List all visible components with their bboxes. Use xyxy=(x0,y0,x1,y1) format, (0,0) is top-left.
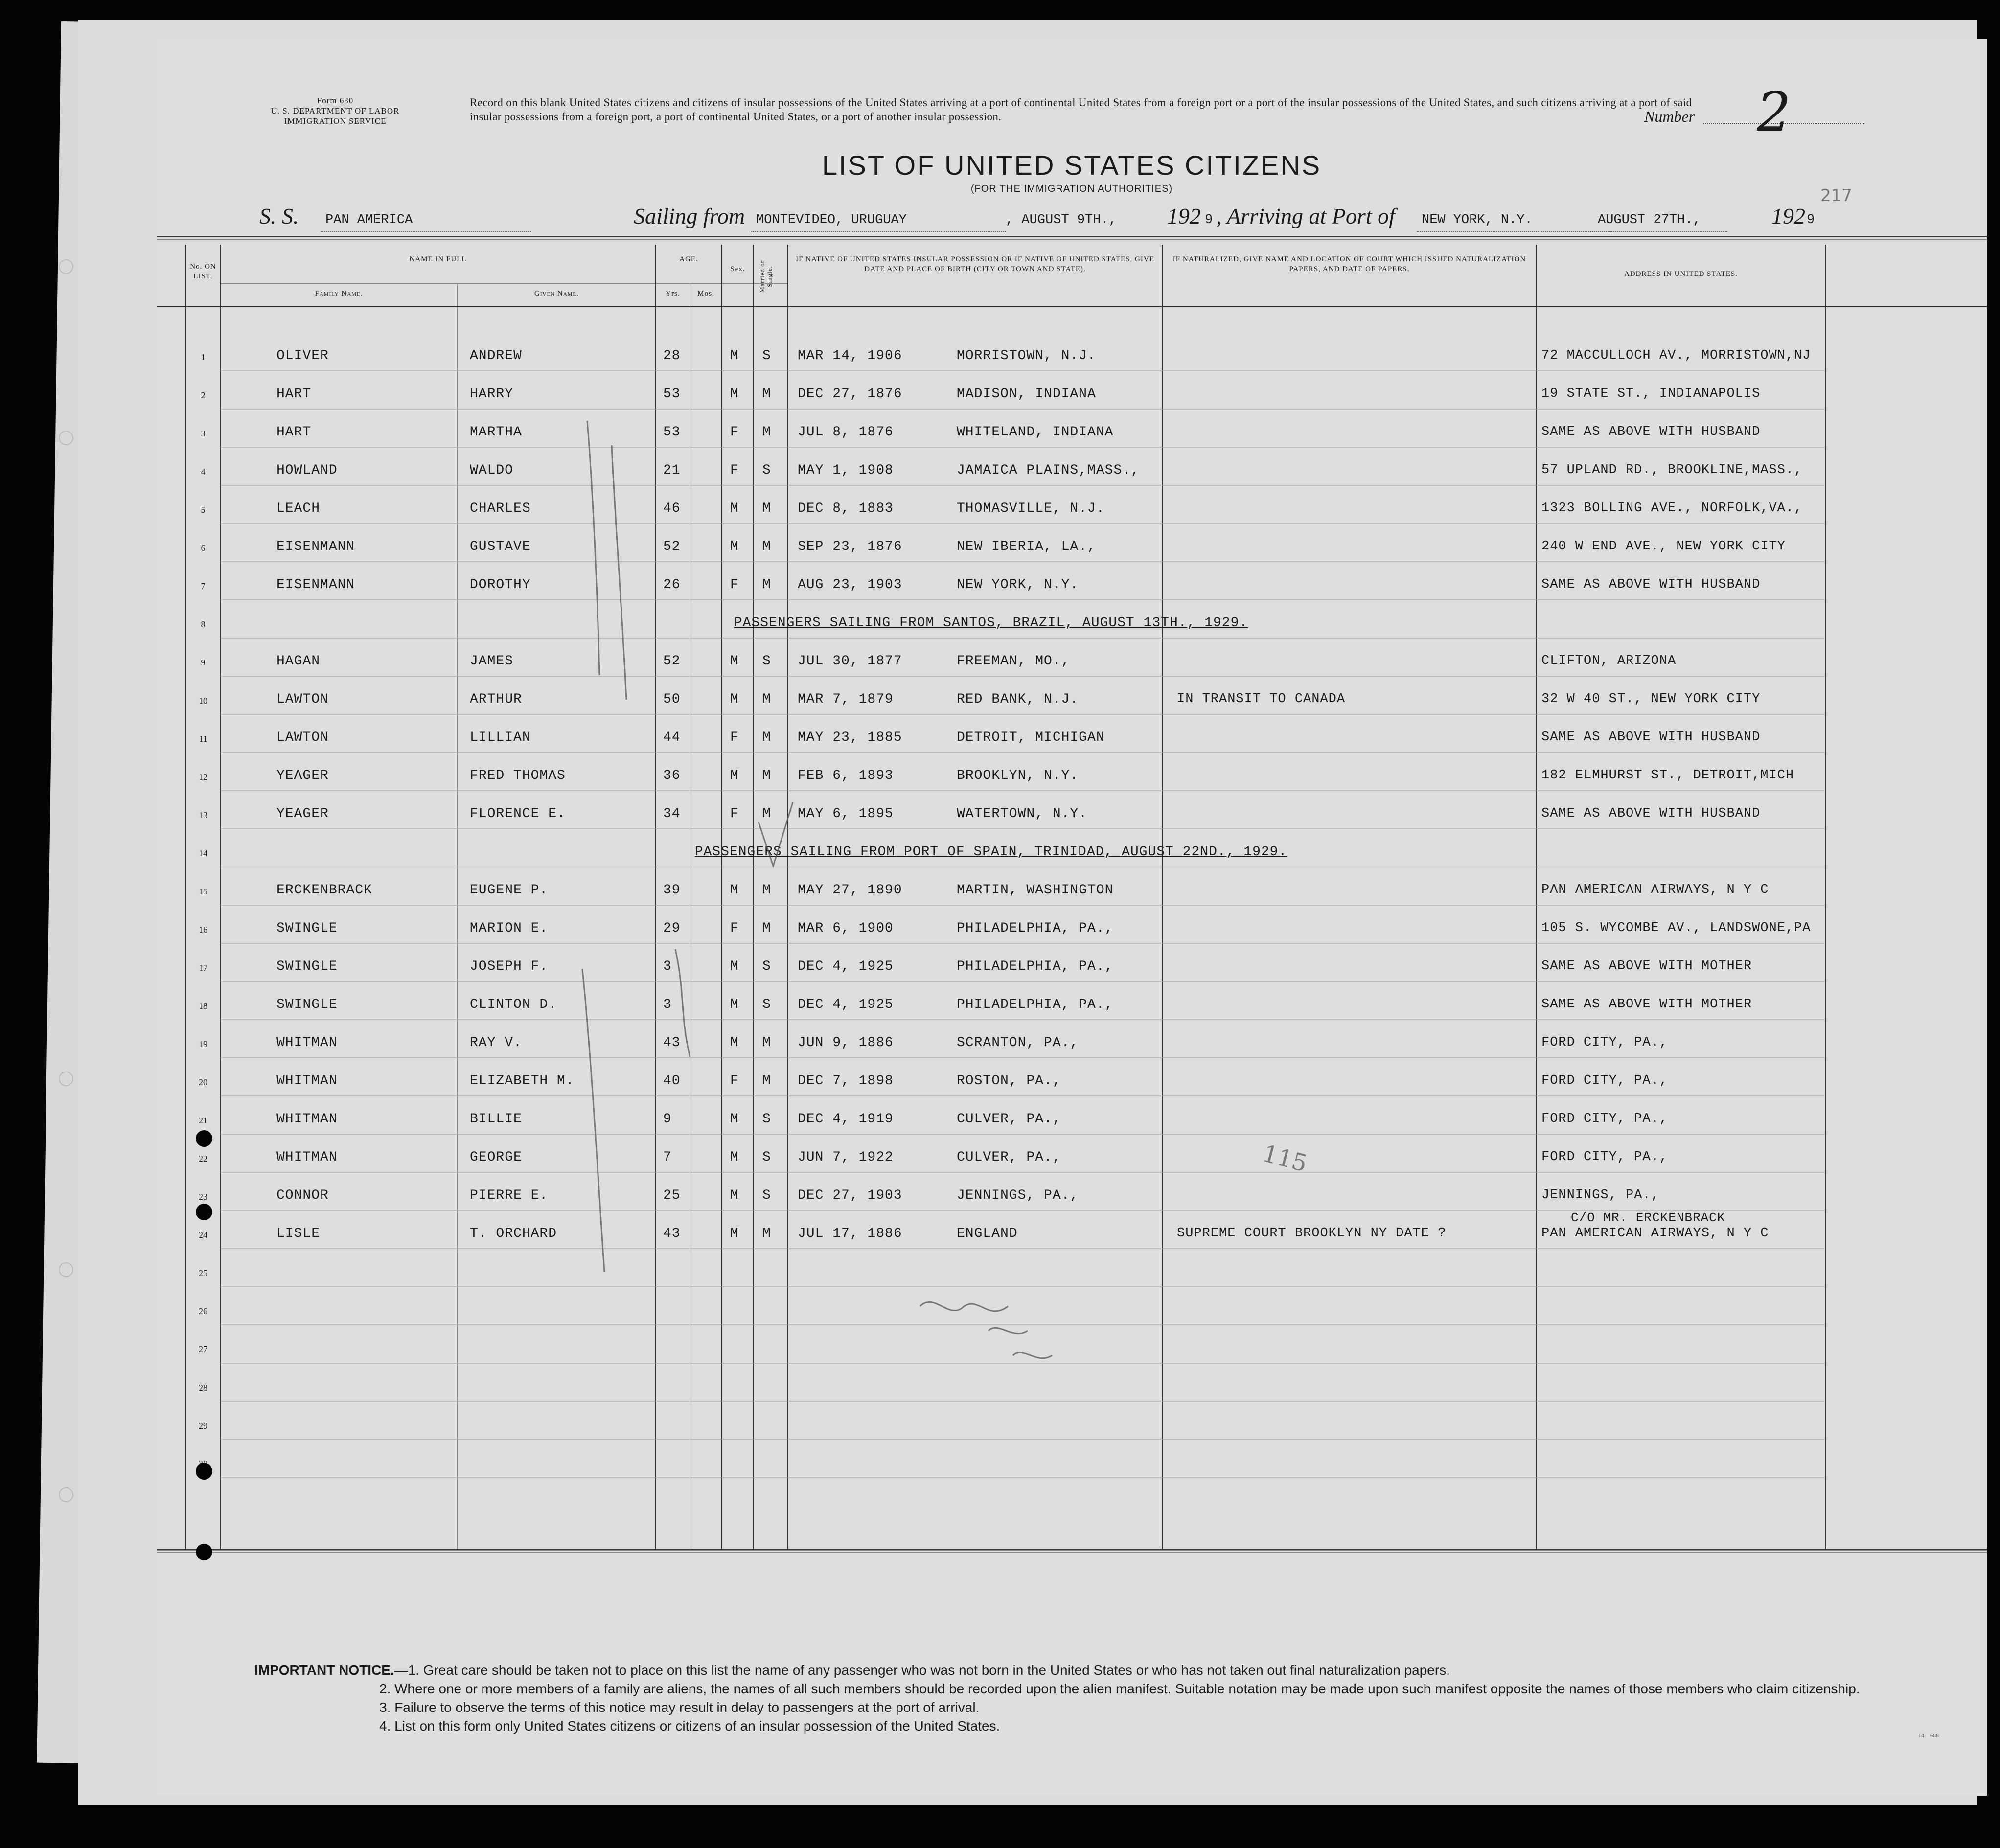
row-number: 25 xyxy=(199,1268,207,1278)
cell-given: PIERRE E. xyxy=(470,1188,549,1203)
cell-age: 34 xyxy=(663,806,681,821)
cell-sex: M xyxy=(730,387,739,402)
cell-family: SWINGLE xyxy=(276,997,338,1012)
cell-given: CHARLES xyxy=(470,501,531,516)
cell-family: SWINGLE xyxy=(276,921,338,936)
page-title: LIST OF UNITED STATES CITIZENS xyxy=(822,150,1322,181)
cell-family: ERCKENBRACK xyxy=(276,883,372,898)
arrival-port: NEW YORK, N.Y. xyxy=(1422,213,1533,228)
cell-place: MARTIN, WASHINGTON xyxy=(957,883,1114,898)
stamped-page-number: 217 xyxy=(1820,186,1852,205)
cell-addr: FORD CITY, PA., xyxy=(1541,1035,1668,1050)
header-married: Married or Single. xyxy=(759,260,773,293)
cell-addr: SAME AS ABOVE WITH HUSBAND xyxy=(1541,425,1761,439)
cell-age: 50 xyxy=(663,692,681,707)
list-number: 2 xyxy=(1757,81,1791,143)
cell-sex: M xyxy=(730,1035,739,1050)
row-number: 19 xyxy=(199,1039,207,1049)
cell-addr: FORD CITY, PA., xyxy=(1541,1150,1668,1164)
cell-age: 21 xyxy=(663,463,681,478)
cell-date: JUL 17, 1886 xyxy=(798,1226,902,1241)
cell-age: 3 xyxy=(663,959,672,974)
cell-given: BILLIE xyxy=(470,1112,522,1127)
cell-sex: F xyxy=(730,921,739,936)
cell-sex: M xyxy=(730,997,739,1012)
cell-place: JENNINGS, PA., xyxy=(957,1188,1079,1203)
cell-family: LISLE xyxy=(276,1226,321,1241)
cell-given: MARTHA xyxy=(470,425,522,440)
cell-given: CLINTON D. xyxy=(470,997,557,1012)
header-birth: IF NATIVE OF UNITED STATES INSULAR POSSESSION OR IF NATIVE OF UNITED STATES, GIVE DATE AND PLACE OF BIRTH (CITY OR TOWN AND STATE). xyxy=(796,255,1154,273)
cell-ms: M xyxy=(762,1226,771,1241)
cell-given: T. ORCHARD xyxy=(470,1226,557,1241)
cell-addr: JENNINGS, PA., xyxy=(1541,1188,1659,1203)
cell-date: DEC 4, 1919 xyxy=(798,1112,894,1127)
row-number: 4 xyxy=(201,467,206,477)
cell-ms: S xyxy=(762,654,771,669)
cell-place: PHILADELPHIA, PA., xyxy=(957,997,1114,1012)
number-label: Number xyxy=(1644,108,1695,125)
cell-ms: M xyxy=(762,692,771,707)
year-prefix-2: 192 xyxy=(1771,204,1805,228)
cell-addr-care-of: C/O MR. ERCKENBRACK xyxy=(1571,1210,1725,1225)
ship-name: PAN AMERICA xyxy=(325,213,413,228)
cell-place: DETROIT, MICHIGAN xyxy=(957,730,1105,745)
header-mos: Mos. xyxy=(697,290,714,297)
cell-sex: M xyxy=(730,1226,739,1241)
cell-given: FLORENCE E. xyxy=(470,806,566,821)
cell-ms: S xyxy=(762,1150,771,1165)
cell-given: JOSEPH F. xyxy=(470,959,549,974)
cell-given: HARRY xyxy=(470,387,514,402)
cell-addr: 72 MACCULLOCH AV., MORRISTOWN,NJ xyxy=(1541,348,1811,363)
cell-sex: M xyxy=(730,883,739,898)
cell-ms: M xyxy=(762,501,771,516)
header-name: NAME IN FULL xyxy=(409,255,467,263)
cell-place: WATERTOWN, N.Y. xyxy=(957,806,1088,821)
cell-given: ELIZABETH M. xyxy=(470,1073,575,1089)
cell-given: RAY V. xyxy=(470,1035,522,1050)
cell-family: CONNOR xyxy=(276,1188,329,1203)
cell-age: 53 xyxy=(663,425,681,440)
cell-addr: 1323 BOLLING AVE., NORFOLK,VA., xyxy=(1541,501,1803,516)
cell-addr: 19 STATE ST., INDIANAPOLIS xyxy=(1541,387,1761,401)
cell-age: 44 xyxy=(663,730,681,745)
cell-ms: M xyxy=(762,730,771,745)
cell-date: DEC 4, 1925 xyxy=(798,997,894,1012)
cell-addr: 240 W END AVE., NEW YORK CITY xyxy=(1541,539,1786,554)
cell-date: MAY 6, 1895 xyxy=(798,806,894,821)
cell-date: MAY 23, 1885 xyxy=(798,730,902,745)
row-number: 8 xyxy=(201,619,206,629)
department: U. S. DEPARTMENT OF LABOR xyxy=(271,106,400,115)
header-sex: Sex. xyxy=(730,265,745,273)
row-number: 15 xyxy=(199,887,207,896)
notice-item-1: —1. Great care should be taken not to place on this list the name of any passenger who was not born in the United States or who has not taken out final naturalization papers. xyxy=(394,1663,1450,1678)
cell-family: HAGAN xyxy=(276,654,321,669)
cell-family: WHITMAN xyxy=(276,1112,338,1127)
cell-place: PHILADELPHIA, PA., xyxy=(957,959,1114,974)
cell-age: 39 xyxy=(663,883,681,898)
record-instructions: Record on this blank United States citizens and citizens of insular possessions of the United States arriving at a port of continental United States from a foreign port or a port of the insular possessions of the United States, and such citizens arriving at a port of said insular possessions from a foreign port, a port of continental United States, or a port of another insular possession. xyxy=(470,96,1692,123)
row-number: 11 xyxy=(199,734,207,744)
header-age: AGE. xyxy=(679,255,698,263)
row-number: 23 xyxy=(199,1192,207,1202)
cell-place: THOMASVILLE, N.J. xyxy=(957,501,1105,516)
cell-date: MAY 1, 1908 xyxy=(798,463,894,478)
cell-place: ENGLAND xyxy=(957,1226,1018,1241)
cell-sex: M xyxy=(730,1188,739,1203)
row-number: 24 xyxy=(199,1230,207,1240)
header-given: Given Name. xyxy=(534,290,579,297)
row-number: 3 xyxy=(201,429,206,438)
cell-addr: 32 W 40 ST., NEW YORK CITY xyxy=(1541,692,1761,707)
ss-label: S. S. xyxy=(259,204,299,228)
footmark: 14—608 xyxy=(1918,1732,1939,1739)
cell-ms: M xyxy=(762,1073,771,1089)
binder-hole xyxy=(196,1204,212,1220)
row-number: 22 xyxy=(199,1154,207,1164)
cell-sex: M xyxy=(730,768,739,783)
cell-ms: M xyxy=(762,806,771,821)
cell-family: LAWTON xyxy=(276,692,329,707)
cell-family: LEACH xyxy=(276,501,321,516)
departure-port: MONTEVIDEO, URUGUAY xyxy=(756,213,907,228)
cell-ms: S xyxy=(762,959,771,974)
cell-age: 28 xyxy=(663,348,681,364)
cell-family: SWINGLE xyxy=(276,959,338,974)
cell-age: 52 xyxy=(663,539,681,554)
cell-age: 29 xyxy=(663,921,681,936)
cell-given: JAMES xyxy=(470,654,514,669)
cell-family: HART xyxy=(276,425,312,440)
header-no: No. ON LIST. xyxy=(190,263,216,280)
cell-addr: FORD CITY, PA., xyxy=(1541,1112,1668,1126)
cell-addr: SAME AS ABOVE WITH HUSBAND xyxy=(1541,806,1761,821)
cell-date: JUN 9, 1886 xyxy=(798,1035,894,1050)
cell-sex: M xyxy=(730,539,739,554)
header-address: ADDRESS IN UNITED STATES. xyxy=(1624,270,1738,278)
cell-age: 52 xyxy=(663,654,681,669)
row-number: 26 xyxy=(199,1306,207,1316)
year-digit-2: 9 xyxy=(1807,213,1815,228)
row-number: 1 xyxy=(201,352,206,362)
arrive-date: AUGUST 27TH., xyxy=(1598,213,1701,228)
cell-ms: S xyxy=(762,348,771,364)
binder-ring xyxy=(59,431,73,445)
cell-place: CULVER, PA., xyxy=(957,1112,1061,1127)
cell-date: MAR 14, 1906 xyxy=(798,348,902,364)
sail-date: , AUGUST 9TH., xyxy=(1006,213,1117,228)
cell-sex: F xyxy=(730,1073,739,1089)
service: IMMIGRATION SERVICE xyxy=(284,116,387,126)
cell-addr: 57 UPLAND RD., BROOKLINE,MASS., xyxy=(1541,463,1803,478)
cell-date: DEC 27, 1903 xyxy=(798,1188,902,1203)
cell-date: DEC 27, 1876 xyxy=(798,387,902,402)
cell-given: GUSTAVE xyxy=(470,539,531,554)
cell-ms: M xyxy=(762,577,771,593)
cell-age: 40 xyxy=(663,1073,681,1089)
cell-ms: M xyxy=(762,1035,771,1050)
cell-date: JUL 30, 1877 xyxy=(798,654,902,669)
header-naturalized: IF NATURALIZED, GIVE NAME AND LOCATION OF COURT WHICH ISSUED NATURALIZATION PAPERS, AND DATE OF PAPERS. xyxy=(1172,255,1526,273)
cell-sex: M xyxy=(730,1112,739,1127)
row-number: 27 xyxy=(199,1345,207,1354)
row-number: 17 xyxy=(199,963,207,973)
cell-place: FREEMAN, MO., xyxy=(957,654,1070,669)
manifest-page xyxy=(157,39,1987,1796)
cell-sex: M xyxy=(730,1150,739,1165)
cell-family: HOWLAND xyxy=(276,463,338,478)
row-number: 12 xyxy=(199,772,207,782)
cell-family: EISENMANN xyxy=(276,539,355,554)
cell-sex: F xyxy=(730,577,739,593)
cell-ms: M xyxy=(762,768,771,783)
arriving-label: , Arriving at Port of xyxy=(1216,204,1395,228)
cell-family: WHITMAN xyxy=(276,1073,338,1089)
cell-nat: SUPREME COURT BROOKLYN NY DATE ? xyxy=(1177,1226,1447,1241)
cell-addr: PAN AMERICAN AIRWAYS, N Y C xyxy=(1541,1226,1769,1241)
form-number: Form 630 xyxy=(317,96,354,105)
cell-age: 7 xyxy=(663,1150,672,1165)
cell-given: EUGENE P. xyxy=(470,883,549,898)
cell-date: MAR 6, 1900 xyxy=(798,921,894,936)
cell-place: SCRANTON, PA., xyxy=(957,1035,1079,1050)
cell-addr: SAME AS ABOVE WITH MOTHER xyxy=(1541,997,1752,1012)
cell-sex: F xyxy=(730,730,739,745)
cell-ms: S xyxy=(762,1112,771,1127)
cell-addr: CLIFTON, ARIZONA xyxy=(1541,654,1677,668)
cell-place: PHILADELPHIA, PA., xyxy=(957,921,1114,936)
cell-addr: 182 ELMHURST ST., DETROIT,MICH xyxy=(1541,768,1794,783)
cell-given: ARTHUR xyxy=(470,692,522,707)
section-heading: PASSENGERS SAILING FROM PORT OF SPAIN, TRINIDAD, AUGUST 22ND., 1929. xyxy=(694,844,1287,860)
notice-item-4: 4. List on this form only United States citizens or citizens of an insular possession of the United States. xyxy=(379,1718,1000,1734)
cell-age: 9 xyxy=(663,1112,672,1127)
cell-place: ROSTON, PA., xyxy=(957,1073,1061,1089)
row-number: 5 xyxy=(201,505,206,515)
cell-family: YEAGER xyxy=(276,768,329,783)
cell-age: 3 xyxy=(663,997,672,1012)
row-number: 10 xyxy=(199,696,207,706)
cell-given: WALDO xyxy=(470,463,514,478)
cell-age: 46 xyxy=(663,501,681,516)
cell-family: WHITMAN xyxy=(276,1150,338,1165)
cell-sex: M xyxy=(730,959,739,974)
cell-date: SEP 23, 1876 xyxy=(798,539,902,554)
cell-sex: F xyxy=(730,463,739,478)
cell-given: FRED THOMAS xyxy=(470,768,566,783)
row-number: 2 xyxy=(201,390,206,400)
cell-date: DEC 8, 1883 xyxy=(798,501,894,516)
cell-age: 43 xyxy=(663,1035,681,1050)
row-number: 13 xyxy=(199,810,207,820)
cell-ms: S xyxy=(762,997,771,1012)
binder-hole xyxy=(196,1463,212,1480)
cell-addr: SAME AS ABOVE WITH HUSBAND xyxy=(1541,577,1761,592)
cell-given: MARION E. xyxy=(470,921,549,936)
cell-nat: IN TRANSIT TO CANADA xyxy=(1177,692,1346,707)
year-prefix-1: 192 xyxy=(1167,204,1201,228)
cell-date: JUN 7, 1922 xyxy=(798,1150,894,1165)
notice-item-3: 3. Failure to observe the terms of this notice may result in delay to passengers at the port of arrival. xyxy=(379,1700,980,1715)
row-number: 9 xyxy=(201,658,206,667)
cell-sex: F xyxy=(730,806,739,821)
cell-place: MORRISTOWN, N.J. xyxy=(957,348,1096,364)
cell-place: JAMAICA PLAINS,MASS., xyxy=(957,463,1140,478)
notice-item-2: 2. Where one or more members of a family are aliens, the names of all such members should be recorded upon the alien manifest. Suitable notation may be made upon such manifest opposite the names of those members who claim citizenship. xyxy=(379,1681,1860,1696)
cell-place: BROOKLYN, N.Y. xyxy=(957,768,1079,783)
cell-ms: S xyxy=(762,1188,771,1203)
cell-place: WHITELAND, INDIANA xyxy=(957,425,1114,440)
row-number: 14 xyxy=(199,848,207,858)
cell-addr: FORD CITY, PA., xyxy=(1541,1073,1668,1088)
cell-age: 53 xyxy=(663,387,681,402)
cell-given: DOROTHY xyxy=(470,577,531,593)
cell-given: GEORGE xyxy=(470,1150,522,1165)
cell-age: 26 xyxy=(663,577,681,593)
cell-age: 36 xyxy=(663,768,681,783)
cell-ms: M xyxy=(762,387,771,402)
cell-family: WHITMAN xyxy=(276,1035,338,1050)
cell-sex: M xyxy=(730,654,739,669)
binder-ring xyxy=(59,259,73,274)
row-number: 7 xyxy=(201,581,206,591)
cell-sex: F xyxy=(730,425,739,440)
cell-place: CULVER, PA., xyxy=(957,1150,1061,1165)
cell-addr: PAN AMERICAN AIRWAYS, N Y C xyxy=(1541,883,1769,897)
year-digit-1: 9 xyxy=(1205,213,1213,228)
cell-given: ANDREW xyxy=(470,348,522,364)
cell-family: YEAGER xyxy=(276,806,329,821)
cell-family: LAWTON xyxy=(276,730,329,745)
cell-sex: M xyxy=(730,501,739,516)
binder-hole xyxy=(196,1130,212,1147)
cell-date: AUG 23, 1903 xyxy=(798,577,902,593)
header-family: Family Name. xyxy=(315,290,363,297)
section-heading: PASSENGERS SAILING FROM SANTOS, BRAZIL, AUGUST 13TH., 1929. xyxy=(734,616,1248,631)
row-number: 21 xyxy=(199,1116,207,1125)
row-number: 29 xyxy=(199,1421,207,1431)
cell-family: OLIVER xyxy=(276,348,329,364)
cell-ms: M xyxy=(762,539,771,554)
row-number: 6 xyxy=(201,543,206,553)
cell-sex: M xyxy=(730,692,739,707)
cell-date: MAY 27, 1890 xyxy=(798,883,902,898)
binder-hole xyxy=(196,1544,212,1560)
cell-addr: SAME AS ABOVE WITH MOTHER xyxy=(1541,959,1752,974)
row-number: 20 xyxy=(199,1077,207,1087)
cell-place: RED BANK, N.J. xyxy=(957,692,1079,707)
cell-ms: M xyxy=(762,425,771,440)
cell-place: MADISON, INDIANA xyxy=(957,387,1096,402)
cell-age: 25 xyxy=(663,1188,681,1203)
binder-ring xyxy=(59,1262,73,1277)
cell-place: NEW YORK, N.Y. xyxy=(957,577,1079,593)
binder-ring xyxy=(59,1072,73,1086)
header-yrs: Yrs. xyxy=(666,290,680,297)
cell-ms: S xyxy=(762,463,771,478)
sailing-label: Sailing from xyxy=(634,204,745,228)
stamp-115: 115 xyxy=(1260,1140,1310,1178)
row-number: 16 xyxy=(199,925,207,935)
cell-date: DEC 7, 1898 xyxy=(798,1073,894,1089)
cell-addr: SAME AS ABOVE WITH HUSBAND xyxy=(1541,730,1761,745)
row-number: 18 xyxy=(199,1001,207,1011)
cell-date: JUL 8, 1876 xyxy=(798,425,894,440)
cell-given: LILLIAN xyxy=(470,730,531,745)
row-number: 28 xyxy=(199,1383,207,1392)
binder-ring xyxy=(59,1487,73,1502)
cell-date: FEB 6, 1893 xyxy=(798,768,894,783)
cell-ms: M xyxy=(762,921,771,936)
cell-date: DEC 4, 1925 xyxy=(798,959,894,974)
cell-family: HART xyxy=(276,387,312,402)
page-subtitle: (FOR THE IMMIGRATION AUTHORITIES) xyxy=(970,183,1173,194)
cell-place: NEW IBERIA, LA., xyxy=(957,539,1096,554)
cell-family: EISENMANN xyxy=(276,577,355,593)
notice-label: IMPORTANT NOTICE. xyxy=(254,1663,394,1678)
cell-date: MAR 7, 1879 xyxy=(798,692,894,707)
important-notice xyxy=(254,1661,1918,1735)
cell-ms: M xyxy=(762,883,771,898)
cell-addr: 105 S. WYCOMBE AV., LANDSWONE,PA xyxy=(1541,921,1811,935)
cell-age: 43 xyxy=(663,1226,681,1241)
cell-sex: M xyxy=(730,348,739,364)
handwritten-marks xyxy=(157,39,1987,1796)
